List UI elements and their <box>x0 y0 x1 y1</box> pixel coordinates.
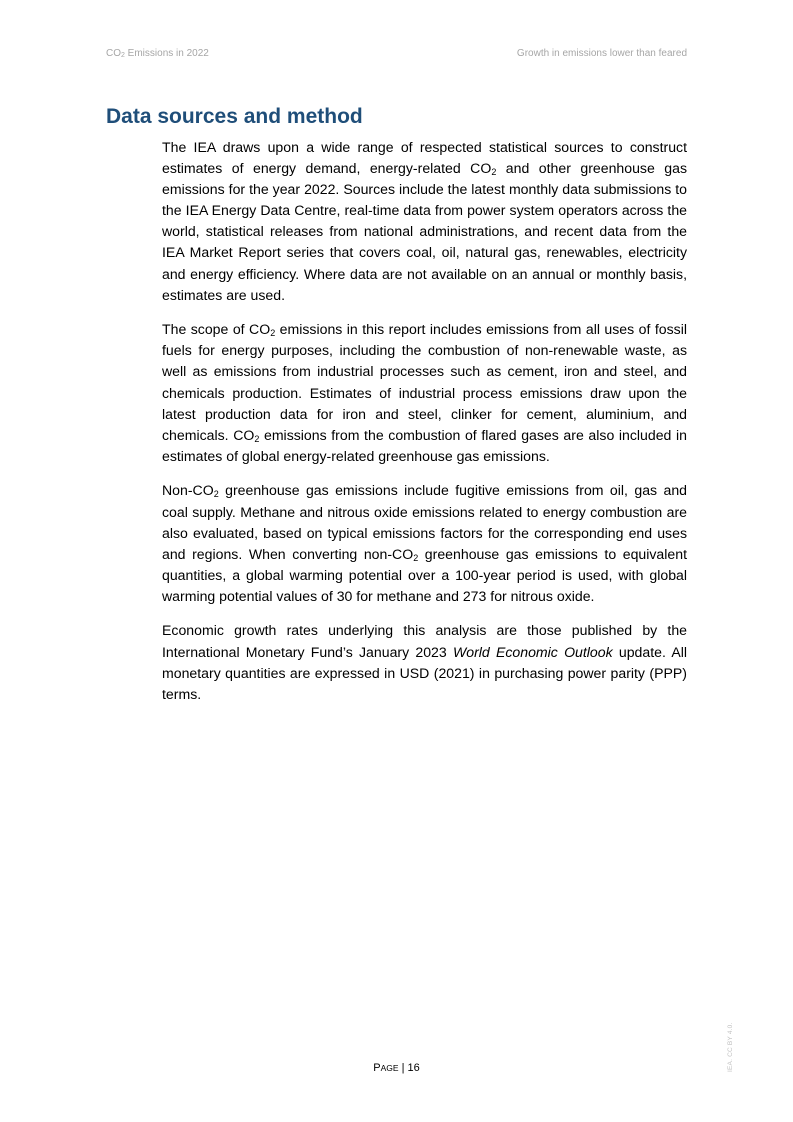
p3-text-b: greenhouse gas emissions include fugitive emissions from oil, gas and coal supply. Methane and nitrous oxide emissions related to energy combustion are also evaluated, based on typical emissions factors for the corresponding end uses and regions. When converting non-CO <box>162 482 687 562</box>
page-number-value: 16 <box>407 1062 420 1074</box>
paragraph-co2-scope <box>162 319 687 467</box>
page-label-rest: AGE <box>380 1063 399 1073</box>
paragraph-non-co2 <box>162 480 687 607</box>
p2-text-b: emissions in this report includes emissions from all uses of fossil fuels for energy purposes, including the combustion of non-renewable waste, as well as emissions from industrial processes such as cement, iron and steel, and chemicals production. Estimates of industrial process emissions draw upon the latest production data for iron and steel, clinker for cement, aluminium, and chemicals. CO <box>162 321 687 443</box>
p2-text-c: emissions from the combustion of flared gases are also included in estimates of global energy-related greenhouse gas emissions. <box>162 426 687 464</box>
running-header <box>106 48 687 62</box>
page-number <box>0 1062 793 1074</box>
p2-subscript-2: 2 <box>254 433 260 444</box>
header-chapter-title: Growth in emissions lower than feared <box>516 48 687 59</box>
header-report-title <box>106 48 209 59</box>
section-title: Data sources and method <box>106 105 363 128</box>
paragraph-data-sources <box>162 137 687 306</box>
p2-subscript-1: 2 <box>270 328 276 339</box>
p3-subscript-2: 2 <box>413 552 419 563</box>
p2-text-a: The scope of CO <box>162 321 271 338</box>
body-text <box>162 137 687 718</box>
p4-publication-title: World Economic Outlook <box>452 643 613 660</box>
license-mark: IEA. CC BY 4.0. <box>727 1022 734 1072</box>
p3-subscript-1: 2 <box>213 489 219 500</box>
header-co2-prefix: CO <box>106 48 121 59</box>
header-co2-subscript: 2 <box>121 52 125 59</box>
p4-text-a: Economic growth rates underlying this analysis are those published by the International Monetary Fund’s January 2023 <box>162 622 687 660</box>
p3-text-c: greenhouse gas emissions to equivalent quantities, a global warming potential over a 100-year period is used, with global warming potential values of 30 for methane and 273 for nitrous oxide. <box>162 545 687 604</box>
page-label-initial: P <box>373 1062 381 1074</box>
p1-subscript-1: 2 <box>491 167 497 178</box>
p4-text-b: update. All monetary quantities are expressed in USD (2021) in purchasing power parity (PPP) terms. <box>162 643 687 702</box>
p1-text-b: and other greenhouse gas emissions for the year 2022. Sources include the latest monthly data submissions to the IEA Energy Data Centre, real-time data from power system operators across the world, statistical releases from national administrations, and recent data from the IEA Market Report series that covers coal, oil, natural gas, renewables, electricity and energy efficiency. Where data are not available on an annual or monthly basis, estimates are used. <box>162 160 687 303</box>
header-title-suffix: Emissions in 2022 <box>124 48 209 59</box>
page-separator: | <box>398 1062 408 1074</box>
p3-text-a: Non-CO <box>162 482 214 499</box>
p1-text-a: The IEA draws upon a wide range of respected statistical sources to construct estimates of energy demand, energy-related CO <box>162 139 687 177</box>
paragraph-economic-growth <box>162 620 687 704</box>
